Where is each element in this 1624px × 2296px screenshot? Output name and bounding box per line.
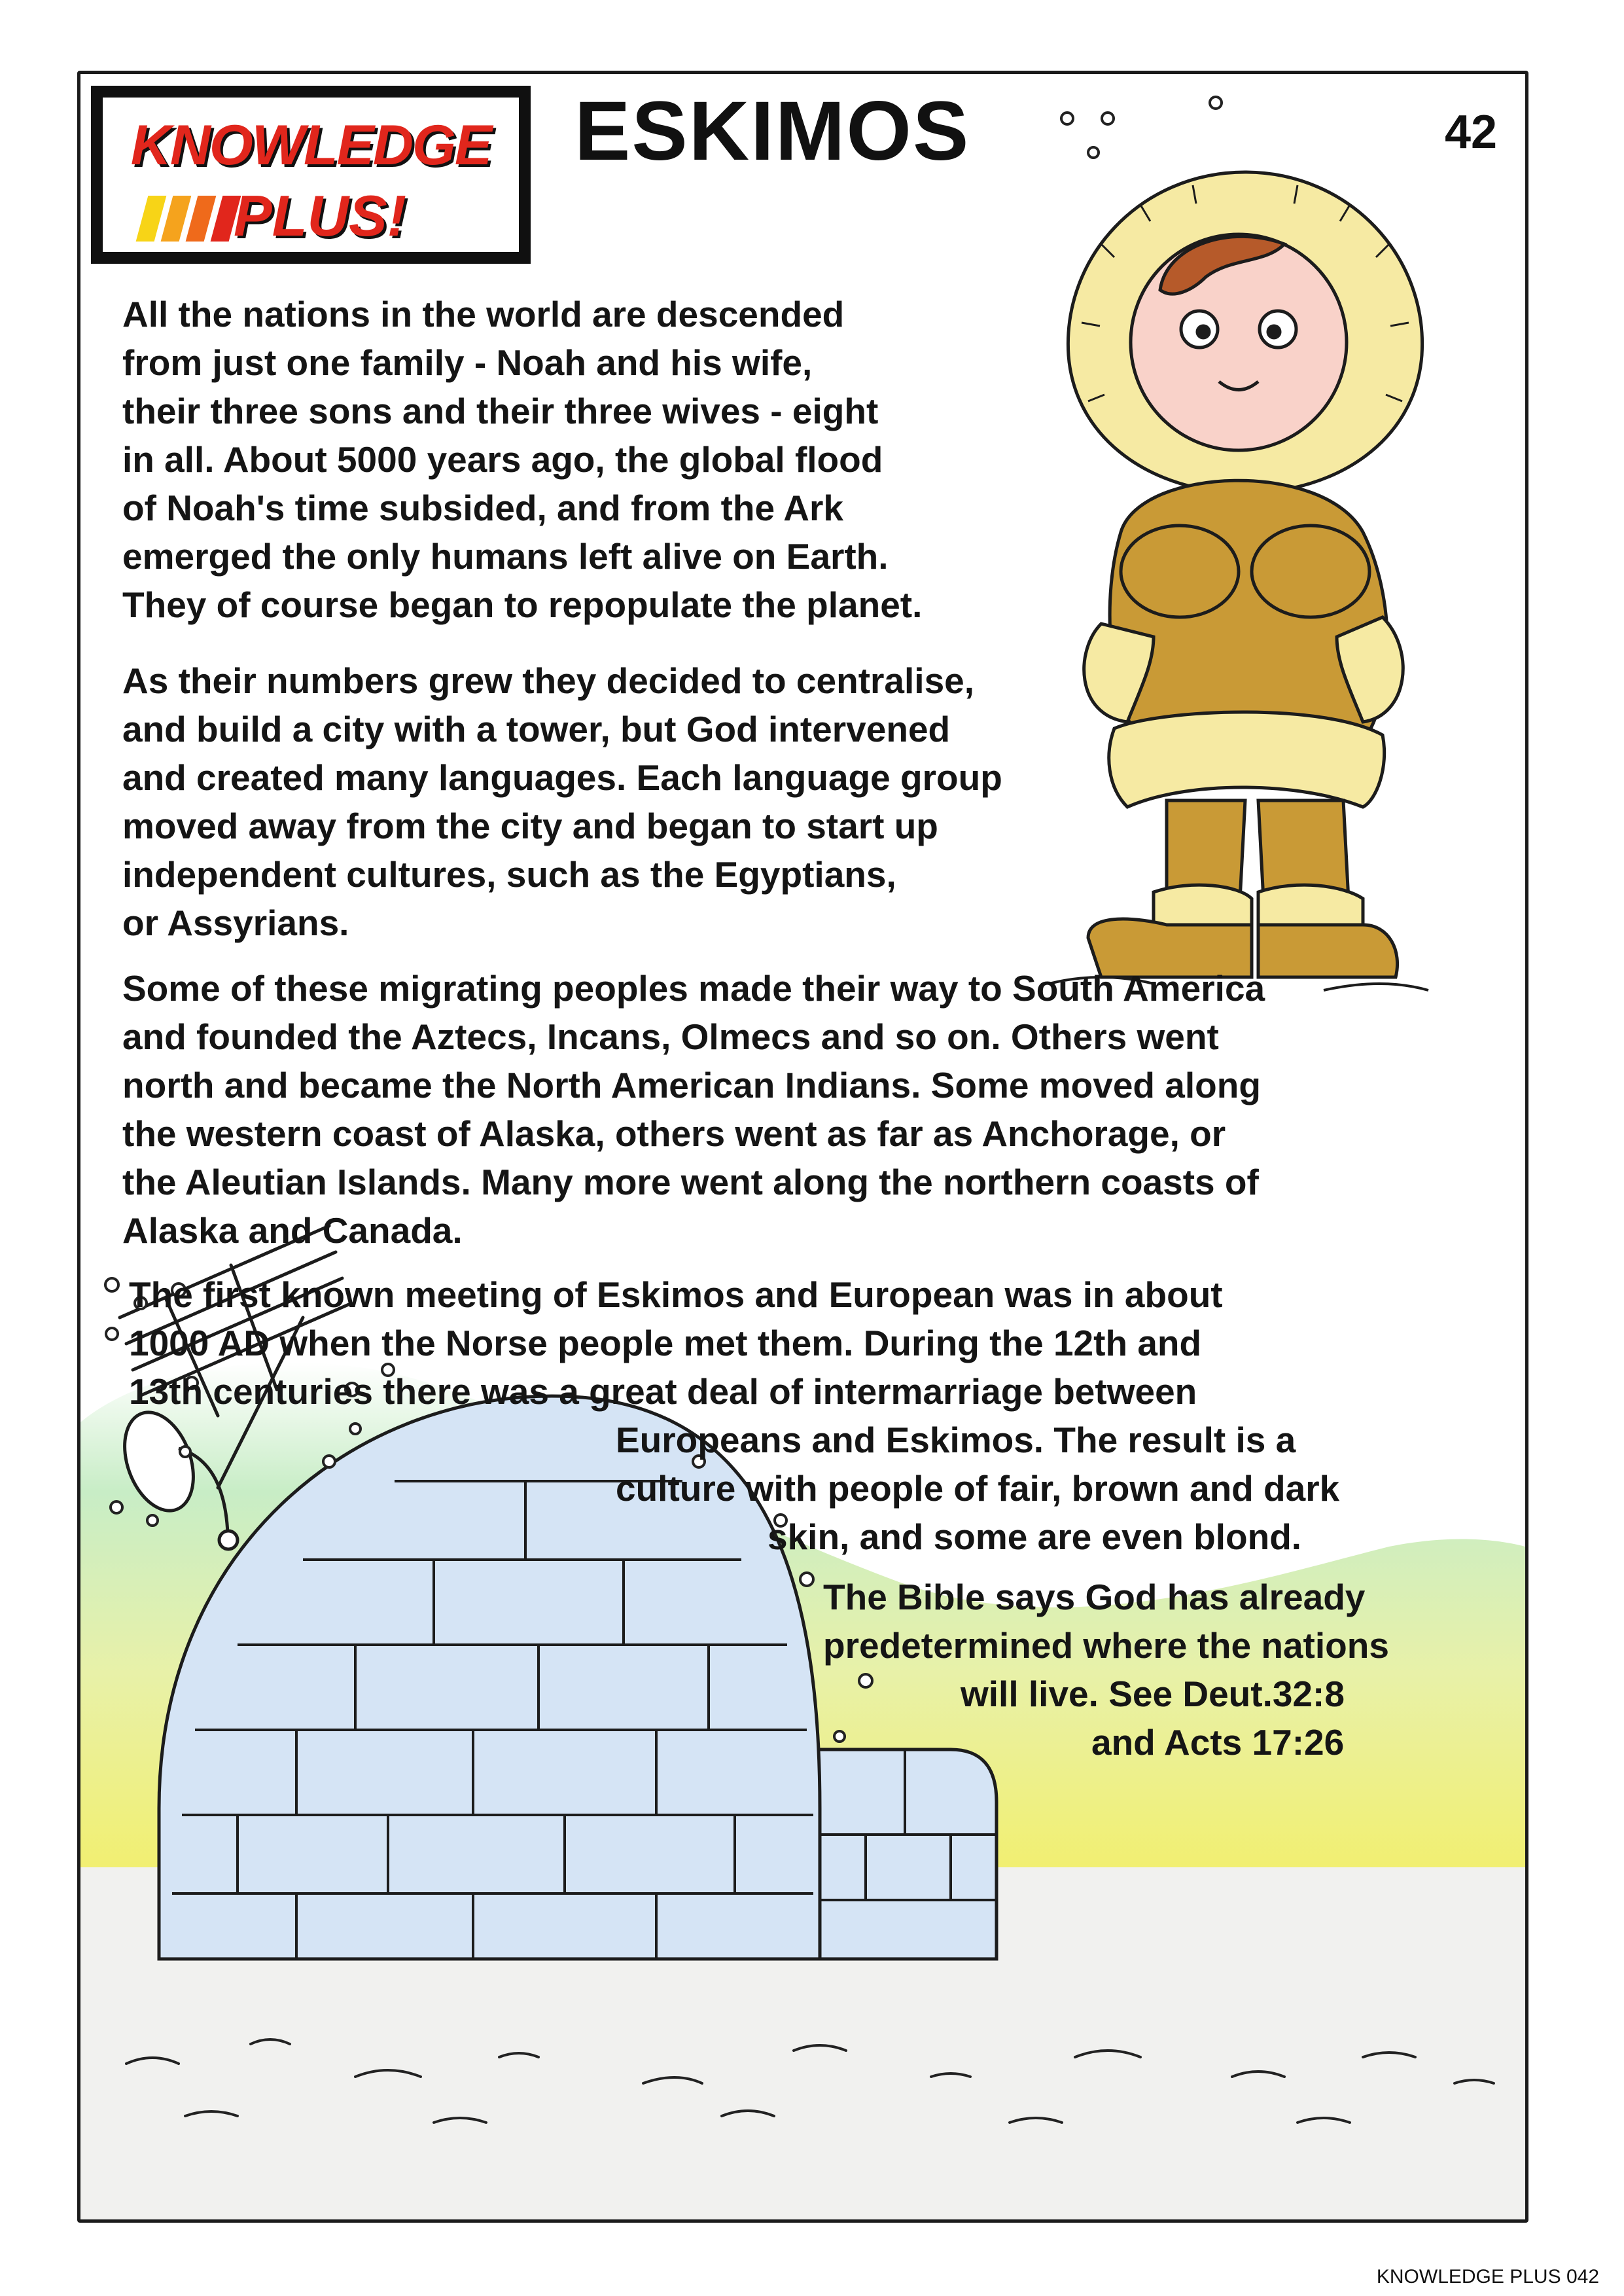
logo-stripes xyxy=(142,196,241,245)
paragraph-5-part-2: will live. See Deut.32:8 xyxy=(961,1674,1345,1714)
paragraph-5-part-3: and Acts 17:26 xyxy=(1091,1722,1345,1763)
page-title: ESKIMOS xyxy=(574,84,970,178)
paragraph-4-part-1: The first known meeting of Eskimos and European was in about 1000 AD when the Norse people met them. During the 12th and 13th centuries there was a great deal of intermarriage between xyxy=(129,1274,1223,1412)
paragraph-3: Some of these migrating peoples made their way to South America and founded the Aztecs, Incans, Olmecs and so on. Others went north and became the North American Indians. Some moved along the western coast of Alaska, others went as far as Anchorage, or the Aleutian Islands. Many more went along the northern coasts of Alaska and Canada. xyxy=(122,968,1265,1251)
paragraph-4-part-2: Europeans and Eskimos. The result is a culture with people of fair, brown and dark xyxy=(616,1420,1340,1509)
knowledge-plus-logo xyxy=(91,86,531,264)
logo-line-1: KNOWLEDGE xyxy=(130,114,491,177)
paragraph-5-part-1: The Bible says God has already predetermined where the nations xyxy=(823,1577,1389,1666)
paragraph-4-part-3: skin, and some are even blond. xyxy=(768,1516,1302,1557)
page-frame xyxy=(77,71,1528,2223)
eskimo-figure xyxy=(1049,172,1428,990)
paragraph-2: As their numbers grew they decided to centralise, and build a city with a tower, but God intervened and created many languages. Each language group moved away from the city and began to start up independent cultures, such as the Egyptians, or Assyrians. xyxy=(122,660,1002,943)
logo-panel xyxy=(103,98,519,252)
page-number: 42 xyxy=(1445,106,1498,158)
logo-line-2: PLUS! xyxy=(234,183,406,248)
paragraph-1: All the nations in the world are descended from just one family - Noah and his wife, their three sons and their three wives - eight in all. About 5000 years ago, the global flood of Noah's time subsided, and from the Ark emerged the only humans left alive on Earth. They of course began to repopulate the planet. xyxy=(122,294,923,625)
footer-label: KNOWLEDGE PLUS 042 xyxy=(1376,2266,1599,2287)
